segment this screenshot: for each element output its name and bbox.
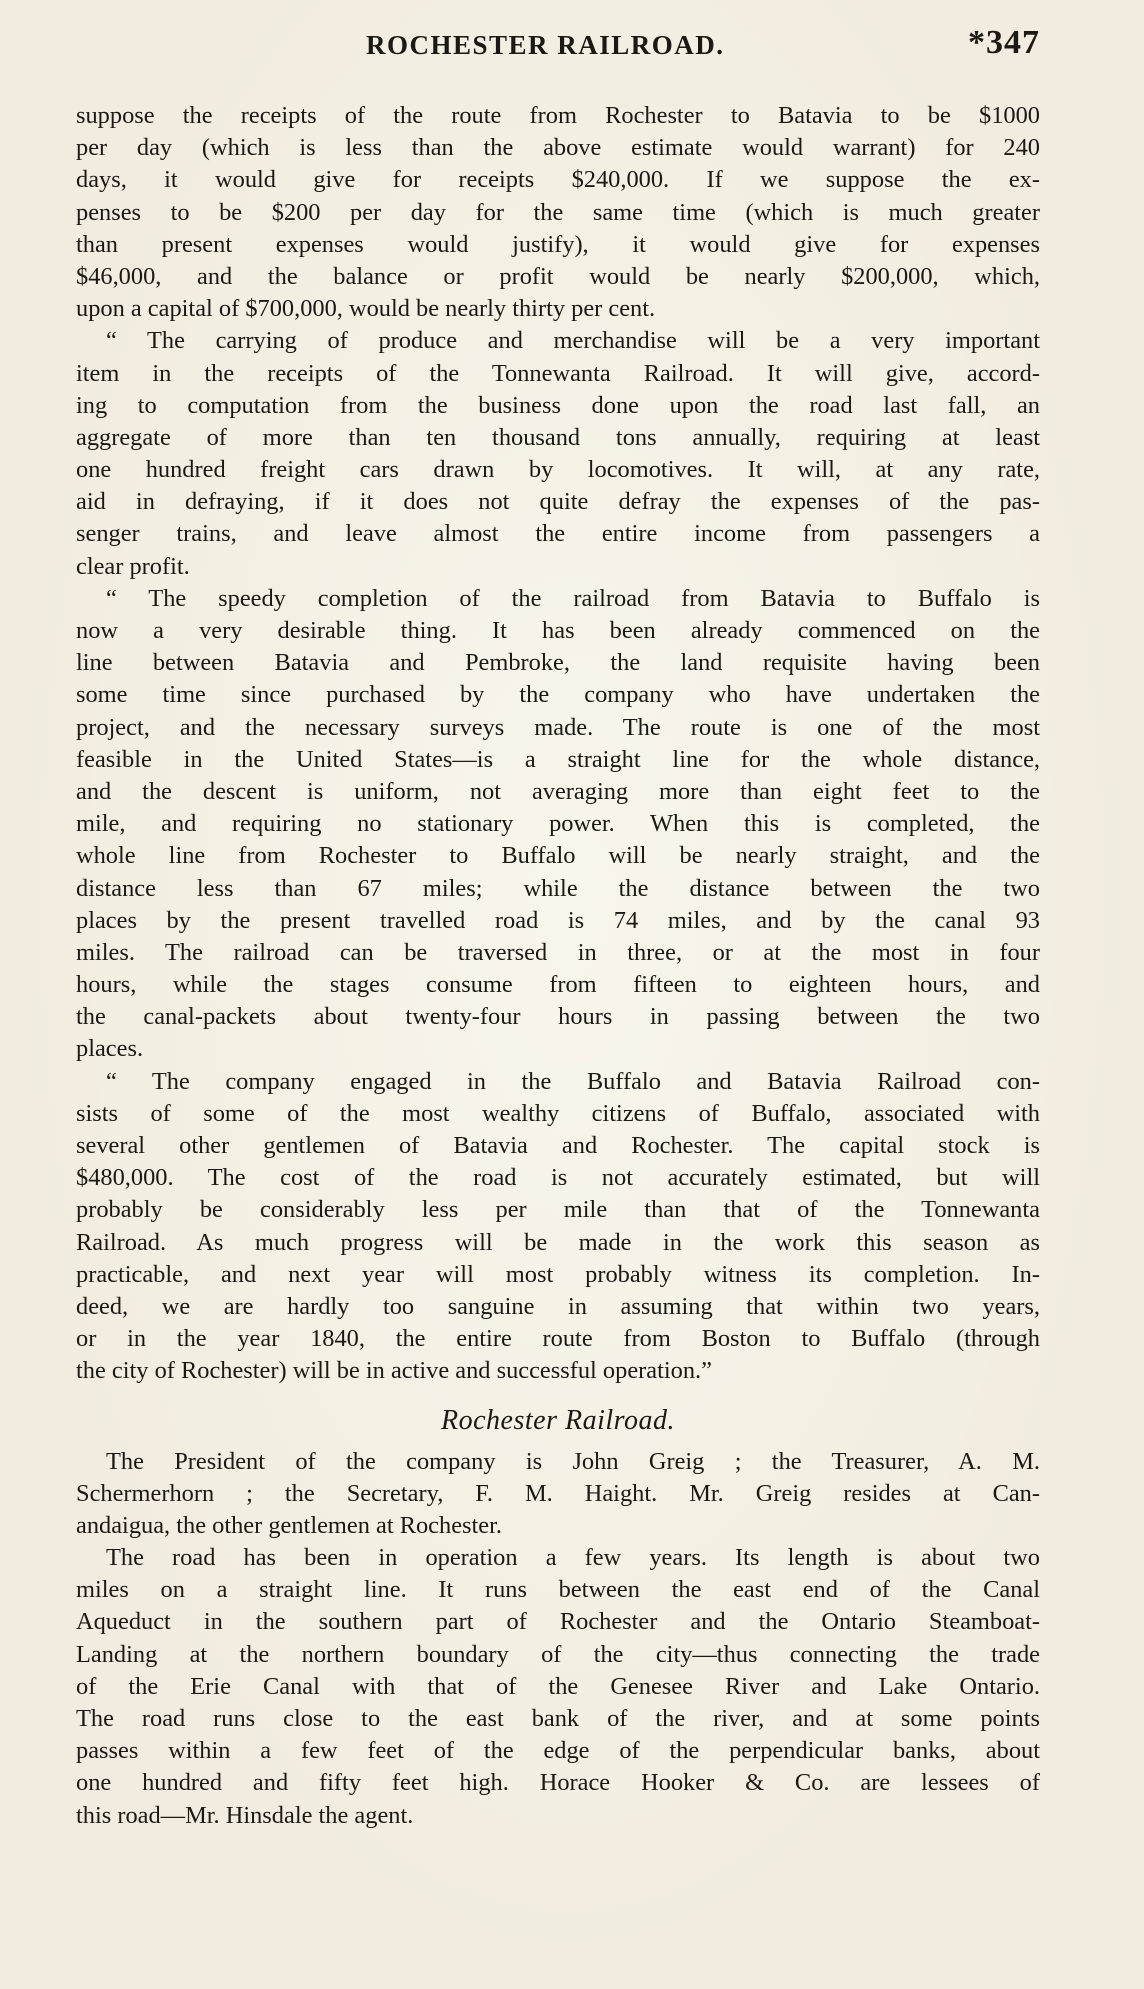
text-line: $46,000, and the balance or profit would be nearly $200,000, which, (76, 262, 1040, 290)
text-line: project, and the necessary surveys made. The route is one of the most (76, 713, 1040, 741)
paragraph (76, 325, 1040, 583)
text-line: Aqueduct in the southern part of Rochester and the Ontario Steamboat- (76, 1608, 1040, 1636)
text-line: than present expenses would justify), it would give for expenses (76, 230, 1040, 258)
page-number: *347 (968, 24, 1040, 61)
text-line: of the Erie Canal with that of the Genesee River and Lake Ontario. (76, 1672, 1040, 1700)
text-line: line between Batavia and Pembroke, the land requisite having been (76, 649, 1040, 677)
text-line: the canal-packets about twenty-four hours in passing between the two (76, 1003, 1040, 1031)
text-line: item in the receipts of the Tonnewanta Railroad. It will give, accord- (76, 359, 1040, 387)
section-paragraphs (76, 1446, 1040, 1832)
paragraph (76, 1542, 1040, 1832)
text-line: The President of the company is John Greig ; the Treasurer, A. M. (106, 1447, 1040, 1475)
text-line: one hundred freight cars drawn by locomotives. It will, at any rate, (76, 456, 1040, 484)
text-line: aggregate of more than ten thousand tons annually, requiring at least (76, 423, 1040, 451)
paragraph (76, 100, 1040, 325)
section-heading: Rochester Railroad. (441, 1404, 675, 1436)
running-header (76, 24, 1040, 64)
text-line: deed, we are hardly too sanguine in assuming that within two years, (76, 1292, 1040, 1320)
text-line: distance less than 67 miles; while the distance between the two (76, 874, 1040, 902)
text-line: practicable, and next year will most probably witness its completion. In- (76, 1260, 1040, 1288)
text-line: aid in defraying, if it does not quite defray the expenses of the pas- (76, 488, 1040, 516)
text-line: suppose the receipts of the route from Rochester to Batavia to be $1000 (76, 102, 1040, 129)
text-line: sists of some of the most wealthy citizens of Buffalo, associated with (76, 1099, 1040, 1127)
text-line: andaigua, the other gentlemen at Rochester. (76, 1511, 503, 1539)
text-line: penses to be $200 per day for the same time (which is much greater (76, 198, 1040, 226)
text-line: now a very desirable thing. It has been already commenced on the (76, 617, 1040, 644)
text-line: “ The company engaged in the Buffalo and Batavia Railroad con- (106, 1067, 1040, 1095)
text-line: Schermerhorn ; the Secretary, F. M. Haight. Mr. Greig resides at Can- (76, 1479, 1040, 1507)
text-line: probably be considerably less per mile than that of the Tonnewanta (76, 1196, 1040, 1224)
text-line: places. (76, 1035, 144, 1063)
text-line: feasible in the United States—is a straight line for the whole distance, (76, 745, 1040, 773)
text-line: days, it would give for receipts $240,000. If we suppose the ex- (76, 166, 1040, 194)
text-line: one hundred and fifty feet high. Horace Hooker & Co. are lessees of (76, 1769, 1040, 1797)
text-line: whole line from Rochester to Buffalo will be nearly straight, and the (76, 842, 1040, 870)
text-line: $480,000. The cost of the road is not accurately estimated, but will (76, 1164, 1040, 1192)
text-line: hours, while the stages consume from fifteen to eighteen hours, and (76, 971, 1040, 999)
text-line: “ The carrying of produce and merchandise will be a very important (106, 327, 1040, 355)
text-line: or in the year 1840, the entire route from Boston to Buffalo (through (76, 1325, 1040, 1353)
paragraph (76, 1446, 1040, 1543)
running-title: ROCHESTER RAILROAD. (366, 30, 725, 60)
body-text (76, 100, 1040, 1832)
text-line: senger trains, and leave almost the entire income from passengers a (76, 520, 1040, 548)
text-line: “ The speedy completion of the railroad from Batavia to Buffalo is (106, 584, 1040, 612)
text-line: clear profit. (76, 552, 190, 580)
text-line: per day (which is less than the above estimate would warrant) for 240 (76, 134, 1040, 162)
text-line: upon a capital of $700,000, would be nearly thirty per cent. (76, 295, 656, 323)
text-line: ing to computation from the business done upon the road last fall, an (76, 391, 1040, 419)
text-line: mile, and requiring no stationary power. When this is completed, the (76, 810, 1040, 838)
quoted-paragraphs (76, 100, 1040, 1388)
text-line: Landing at the northern boundary of the city—thus connecting the trade (76, 1640, 1040, 1668)
text-line: this road—Mr. Hinsdale the agent. (76, 1801, 414, 1829)
text-line: the city of Rochester) will be in active and successful operation.” (76, 1357, 712, 1385)
paragraph (76, 1066, 1040, 1388)
text-line: some time since purchased by the company who have undertaken the (76, 681, 1040, 709)
text-line: and the descent is uniform, not averaging more than eight feet to the (76, 777, 1040, 805)
text-line: miles on a straight line. It runs between the east end of the Canal (76, 1576, 1040, 1604)
text-line: The road has been in operation a few years. Its length is about two (106, 1544, 1040, 1572)
text-line: Railroad. As much progress will be made in the work this season as (76, 1228, 1040, 1256)
text-line: places by the present travelled road is 74 miles, and by the canal 93 (76, 906, 1040, 934)
paragraph (76, 583, 1040, 1066)
text-line: miles. The railroad can be traversed in three, or at the most in four (76, 938, 1040, 966)
text-line: The road runs close to the east bank of the river, and at some points (76, 1705, 1040, 1732)
text-line: several other gentlemen of Batavia and Rochester. The capital stock is (76, 1132, 1040, 1159)
text-line: passes within a few feet of the edge of the perpendicular banks, about (76, 1737, 1040, 1765)
